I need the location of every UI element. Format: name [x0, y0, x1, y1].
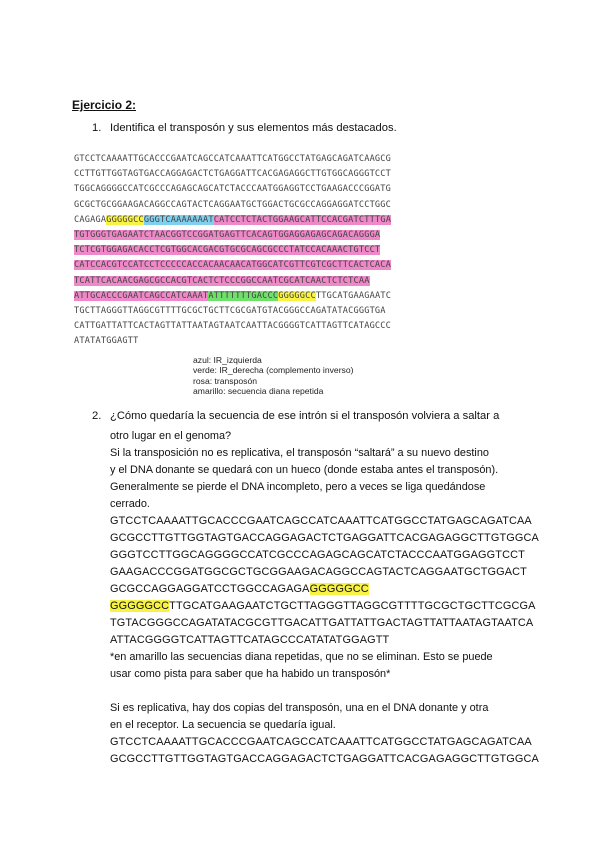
figure-sequence-line [74, 258, 554, 273]
blank-line [110, 683, 550, 700]
paragraph-line: y el DNA donante se quedará con un hueco (donde estaba antes el transposón). [110, 464, 499, 476]
color-legend [193, 355, 354, 397]
figure-sequence-line [74, 182, 554, 197]
paragraph-line: Generalmente se pierde el DNA incompleto, pero a veces se liga quedándose [110, 481, 486, 493]
sequence-segment: GAAGACCCGGATGGCGCTGCGGAAGACAGGCCAGTACTCAGGAATGCTGGACT [110, 566, 527, 578]
sequence-segment: CCTTGTTGGTAGTGACCAGGAGACTCTGAGGATTCACGAGAGGCTTGTGGCAGGGTCCT [74, 169, 392, 180]
highlight-pink: CATCCACGTCCATCCTCCCCCACCACAACAACATGGCATCGTTCGTCGCTTCACTCACA [74, 260, 392, 271]
highlight-pink: TCATTCACAACGAGCGCCACGTCACTCTCCCGGCCAATCGCATCAACTCTCTCAA [74, 275, 370, 286]
legend-green: verde: IR_derecha (complemento inverso) [193, 365, 354, 376]
figure-sequence-line [74, 319, 554, 334]
exercise-heading: Ejercicio 2: [72, 98, 137, 112]
question-2-text-line2: otro lugar en el genoma? [110, 430, 232, 442]
highlight-pink: CATCCTCTACTGGAAGCATTCCACGATCTTTGA [213, 214, 392, 225]
paragraph-line: Si es replicativa, hay dos copias del transposón, una en el DNA donante y otra [110, 702, 489, 714]
highlight-blue: GGGTCAAAAAAAT [143, 214, 214, 225]
sequence-segment: TGTACGGGCCAGATATACGCGTTGACATTGATTATTGACTAGTTATTAATAGTAATCA [110, 617, 534, 629]
sequence-segment: GGGTCCTTGGCAGGGGCCATCGCCCAGAGCAGCATCTACCCAATGGAGGTCCT [110, 549, 525, 561]
paragraph-line: Si la transposición no es replicativa, el transposón “saltará” a su nuevo destino [110, 447, 489, 459]
sequence-segment: GTCCTCAAAATTGCACCCGAATCAGCCATCAAATTCATGGCCTATGAGCAGATCAA [110, 736, 532, 748]
answer-body [110, 428, 550, 768]
sequence-figure [74, 152, 554, 349]
figure-sequence-line [74, 243, 554, 258]
figure-sequence-line [74, 152, 554, 167]
question-2 [92, 410, 499, 422]
replicative-sequence [110, 734, 550, 768]
dna-line [110, 564, 550, 581]
dna-line [110, 513, 550, 530]
dna-line [110, 734, 550, 751]
non-replicative-sequence [110, 513, 550, 649]
highlight-pink: TCTCGTGGAGACACCTCGTGGCACGACGTGCGCAGCGCCCTATCCACAAACTGTCCT [74, 245, 381, 256]
sequence-segment: ATTACGGGGTCATTAGTTCATAGCCCATATATGGAGTT [110, 634, 390, 646]
sequence-segment: CAGAGA [74, 214, 107, 225]
dna-line [110, 547, 550, 564]
figure-sequence-line [74, 304, 554, 319]
sequence-segment: GCGCCTTGTTGGTAGTGACCAGGAGACTCTGAGGATTCACGAGAGGCTTGTGGCA [110, 532, 539, 544]
figure-sequence-line [74, 334, 554, 349]
paragraph-line: cerrado. [110, 498, 150, 510]
dna-line [110, 598, 550, 615]
sequence-segment: GCGCTGCGGAAGACAGGCCAGTACTCAGGAATGCTGGACTGCGCCAGGAGGATCCTGGC [74, 199, 392, 210]
note-line: *en amarillo las secuencias diana repetidas, que no se eliminan. Esto se puede [110, 651, 493, 663]
question-2-number: 2. [92, 410, 102, 422]
question-1-text: Identifica el transposón y sus elementos más destacados. [110, 122, 397, 134]
note-line: usar como pista para saber que ha habido un transposón* [110, 668, 391, 680]
sequence-segment: TTGCATGAAGAATCTGCTTAGGGTTAGGCGTTTTGCGCTGCTTCGCGA [169, 600, 536, 612]
highlight-green: ATTTTTTTGACCC [208, 290, 279, 301]
sequence-segment: ATATATGGAGTT [74, 336, 139, 347]
highlight-pink: ATTGCACCCGAATCAGCCATCAAAT [74, 290, 209, 301]
sequence-segment: GTCCTCAAAATTGCACCCGAATCAGCCATCAAATTCATGGCCTATGAGCAGATCAAGCG [74, 154, 392, 164]
dna-line [110, 530, 550, 547]
sequence-segment: GTCCTCAAAATTGCACCCGAATCAGCCATCAAATTCATGGCCTATGAGCAGATCAA [110, 515, 532, 527]
legend-blue: azul: IR_izquierda [193, 355, 262, 365]
highlight-yellow: GGGGGCC [309, 583, 369, 595]
sequence-segment: TGGCAGGGGCCATCGCCCAGAGCAGCATCTACCCAATGGAGGTCCTGAAGACCCGGATG [74, 184, 392, 195]
dna-line [110, 751, 550, 768]
highlight-yellow: GGGGGCC [110, 600, 170, 612]
dna-line [110, 581, 550, 598]
highlight-yellow: GGGGGCC [106, 214, 144, 225]
sequence-segment: GCGCCTTGTTGGTAGTGACCAGGAGACTCTGAGGATTCACGAGAGGCTTGTGGCA [110, 753, 539, 765]
highlight-pink: TGTGGGTGAGAATCTAACGGTCCGGATGAGTTCACAGTGGAGGAGAGCAGACAGGGA [74, 229, 381, 240]
dna-line [110, 615, 550, 632]
sequence-segment: GCGCCAGGAGGATCCTGGCCAGAGA [110, 583, 310, 595]
figure-sequence-line [74, 198, 554, 213]
figure-sequence-line [74, 274, 554, 289]
highlight-yellow: GGGGGCC [278, 290, 316, 301]
question-2-text-line1: ¿Cómo quedaría la secuencia de ese intrón si el transposón volviera a saltar a [110, 410, 500, 422]
figure-sequence-line [74, 289, 554, 304]
question-1 [92, 122, 397, 134]
sequence-segment: TTGCATGAAGAATC [315, 290, 392, 301]
legend-yellow: amarillo: secuencia diana repetida [193, 386, 324, 397]
sequence-segment: TGCTTAGGGTTAGGCGTTTTGCGCTGCTTCGCGATGTACGGGCCAGATATACGGGTGA [74, 305, 386, 316]
question-1-number: 1. [92, 122, 102, 134]
figure-sequence-line [74, 213, 554, 228]
paragraph-line: en el receptor. La secuencia se quedaría igual. [110, 719, 336, 731]
figure-sequence-line [74, 167, 554, 182]
figure-sequence-line [74, 228, 554, 243]
legend-pink: rosa: transposón [193, 375, 258, 386]
sequence-segment: CATTGATTATTCACTAGTTATTAATAGTAATCAATTACGGGGTCATTAGTTCATAGCCC [74, 321, 392, 332]
dna-line [110, 632, 550, 649]
